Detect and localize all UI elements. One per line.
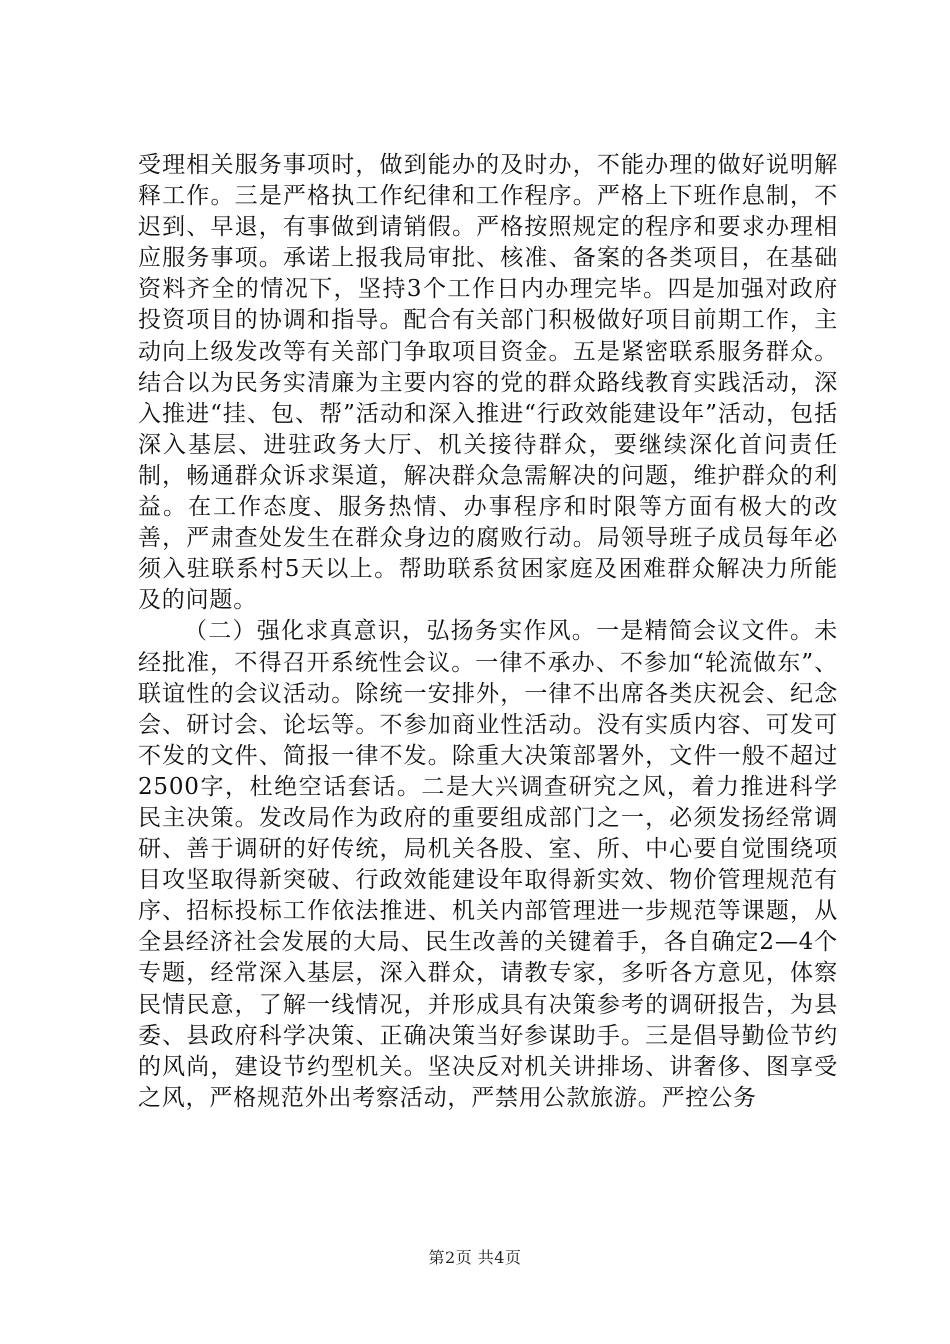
document-body	[138, 150, 838, 1114]
paragraph-2: （二）强化求真意识，弘扬务实作风。一是精简会议文件。未经批准，不得召开系统性会议。一律不承办、不参加“轮流做东”、联谊性的会议活动。除统一安排外，一律不出席各类庆祝会、纪念会、研讨会、论坛等。不参加商业性活动。没有实质内容、可发可不发的文件、简报一律不发。除重大决策部署外，文件一般不超过2500字，杜绝空话套话。二是大兴调查研究之风，着力推进科学民主决策。发改局作为政府的重要组成部门之一，必须发扬经常调研、善于调研的好传统，局机关各股、室、所、中心要自觉围绕项目攻坚取得新突破、行政效能建设年取得新实效、物价管理规范有序、招标投标工作依法推进、机关内部管理进一步规范等课题，从全县经济社会发展的大局、民生改善的关键着手，各自确定2—4个专题，经常深入基层，深入群众，请教专家，多听各方意见，体察民情民意，了解一线情况，并形成具有决策参考的调研报告，为县委、县政府科学决策、正确决策当好参谋助手。三是倡导勤俭节约的风尚，建设节约型机关。坚决反对机关讲排场、讲奢侈、图享受之风，严格规范外出考察活动，严禁用公款旅游。严控公务	[138, 618, 838, 1111]
page-number-footer: 第2页 共4页	[428, 1248, 522, 1267]
paragraph-1: 受理相关服务事项时，做到能办的及时办，不能办理的做好说明解释工作。三是严格执工作纪律和工作程序。严格上下班作息制，不迟到、早退，有事做到请销假。严格按照规定的程序和要求办理相应服务事项。承诺上报我局审批、核准、备案的各类项目，在基础资料齐全的情况下，坚持3个工作日内办理完毕。四是加强对政府投资项目的协调和指导。配合有关部门积极做好项目前期工作，主动向上级发改等有关部门争取项目资金。五是紧密联系服务群众。结合以为民务实清廉为主要内容的党的群众路线教育实践活动，深入推进“挂、包、帮”活动和深入推进“行政效能建设年”活动，包括深入基层、进驻政务大厅、机关接待群众，要继续深化首问责任制，畅通群众诉求渠道，解决群众急需解决的问题，维护群众的利益。在工作态度、服务热情、办事程序和时限等方面有极大的改善，严肃查处发生在群众身边的腐败行动。局领导班子成员每年必须入驻联系村5天以上。帮助联系贫困家庭及困难群众解决力所能及的问题。	[138, 152, 838, 614]
